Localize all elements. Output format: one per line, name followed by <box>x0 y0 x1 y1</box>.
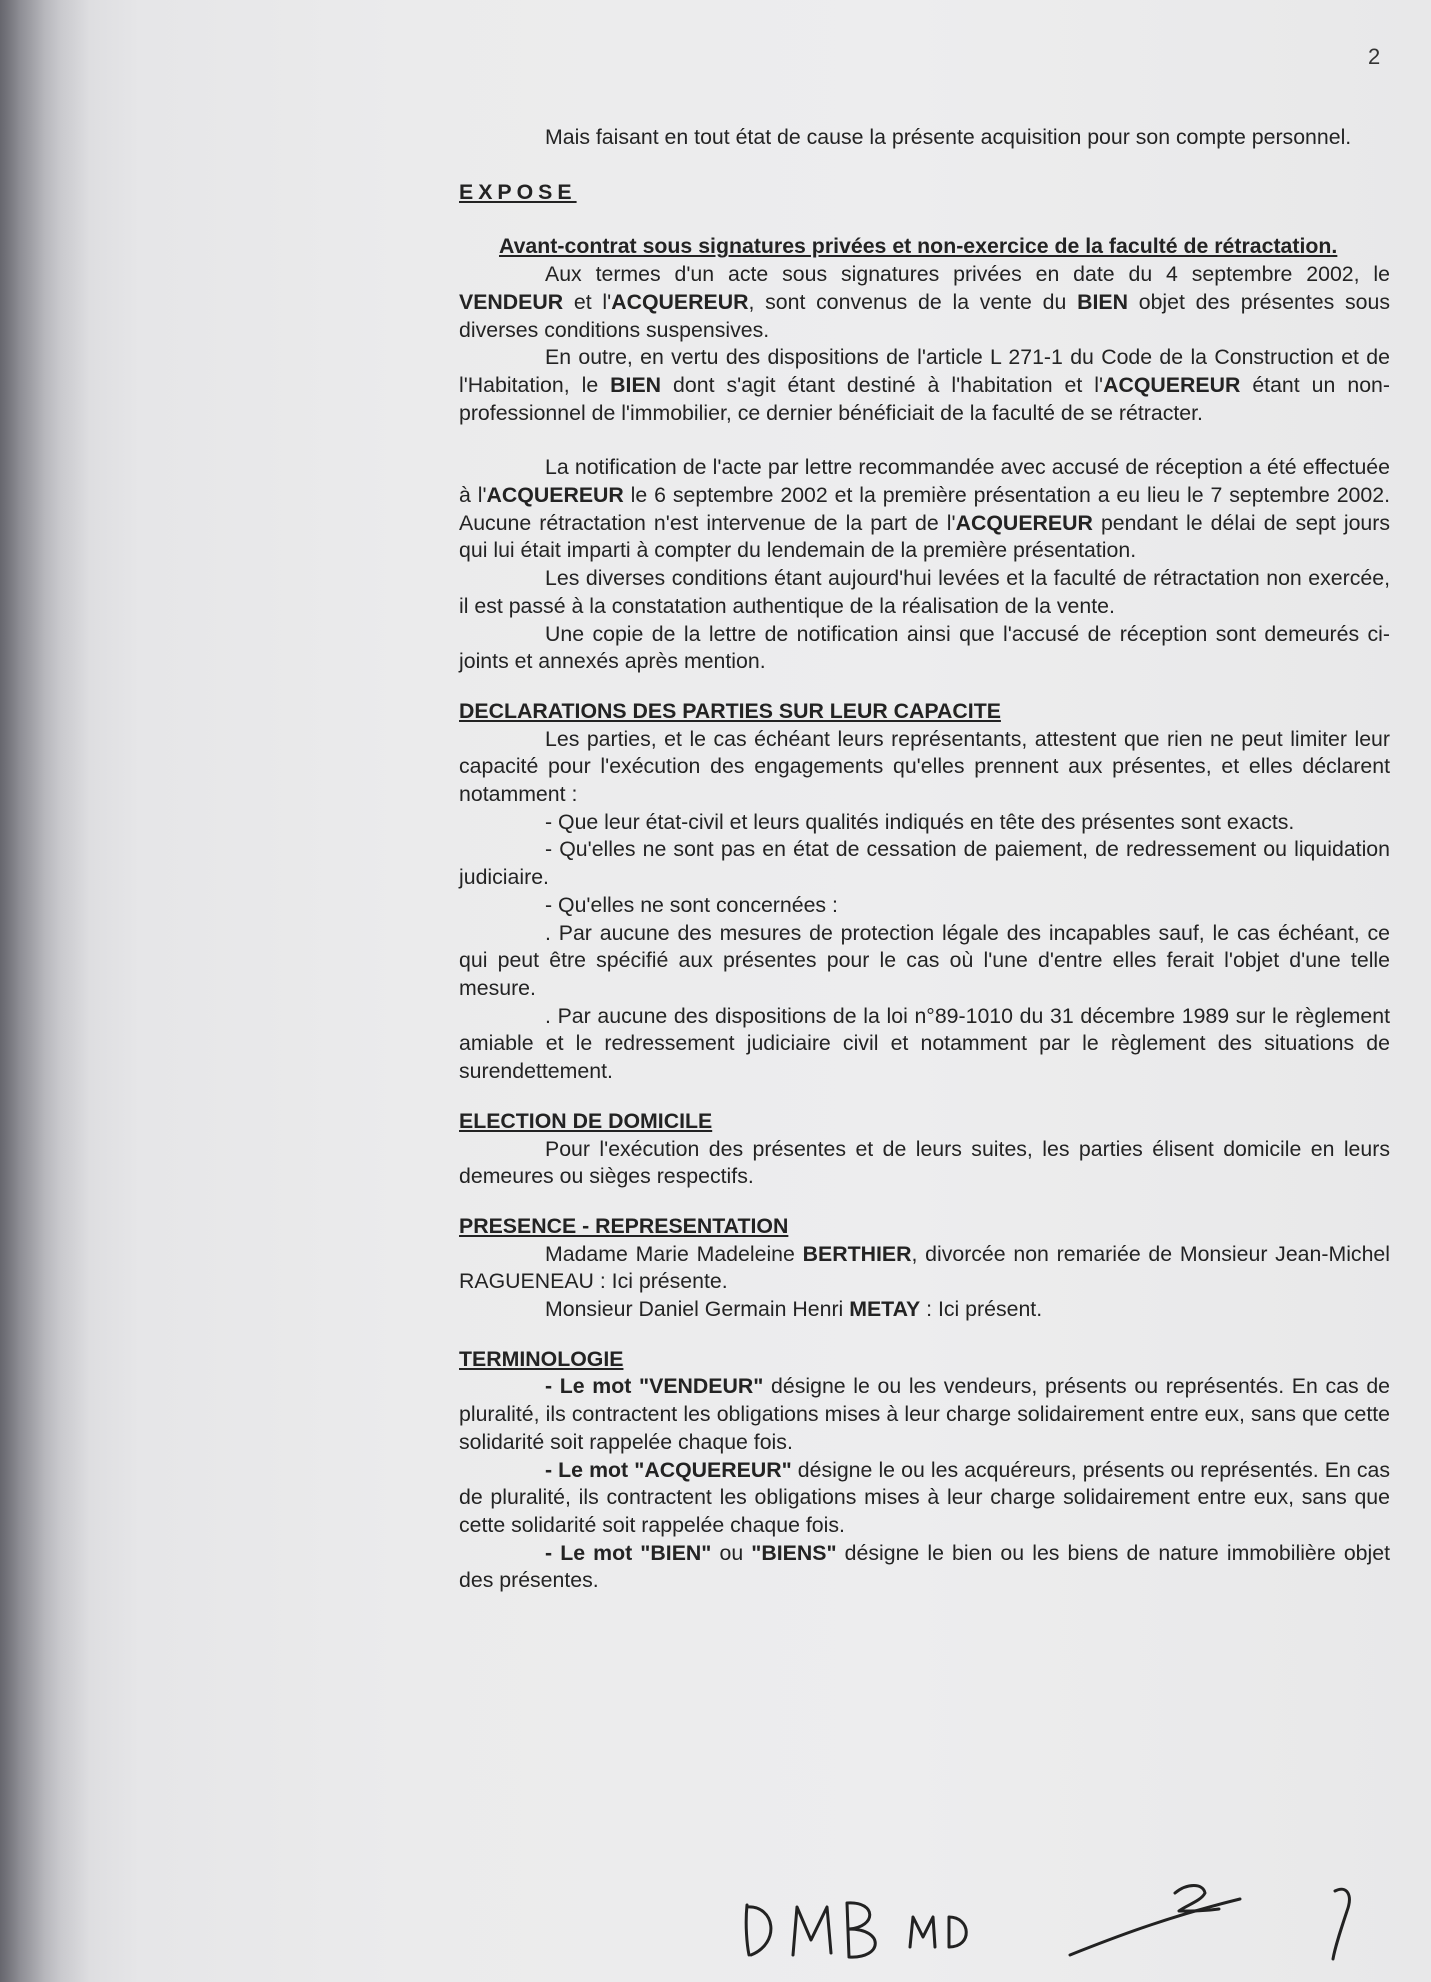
avant-contrat-heading: Avant-contrat sous signatures privées et non-exercice de la faculté de rétractation. <box>499 234 1338 259</box>
bold-term: ACQUEREUR <box>955 510 1093 535</box>
page-number: 2 <box>1368 44 1381 69</box>
presence-paragraph-1 <box>459 1241 1390 1296</box>
declarations-item-1: - Que leur état-civil et leurs qualités indiqués en tête des présentes sont exacts. <box>545 809 1295 834</box>
text-segment: pendant le délai de sept jours qui lui était imparti à compter du lendemain de la première présentation. <box>459 510 1390 563</box>
document-body <box>459 124 1390 1595</box>
bold-term: "BIENS" <box>751 1540 837 1565</box>
declarations-item-2: - Qu'elles ne sont pas en état de cessation de paiement, de redressement ou liquidation judiciaire. <box>459 837 1390 890</box>
terminologie-heading: TERMINOLOGIE <box>459 1346 624 1371</box>
avant-contrat-paragraph-4: Les diverses conditions étant aujourd'hui levées et la faculté de rétractation non exercée, il est passé à la constatation authentique de la réalisation de la vente. <box>459 566 1390 618</box>
bold-term: BIEN <box>1077 289 1128 314</box>
text-segment: le 6 septembre 2002 et la première présentation a eu lieu le 7 septembre 2002. Aucune rétractation n'est intervenue de la part de l' <box>459 483 1391 535</box>
text-segment: Monsieur Daniel Germain Henri <box>545 1297 850 1322</box>
bold-term: BERTHIER <box>802 1241 912 1266</box>
election-paragraph: Pour l'exécution des présentes et de leurs suites, les parties élisent domicile en leurs demeures ou sièges respectifs. <box>459 1136 1390 1189</box>
text-segment: Madame Marie Madeleine <box>545 1241 803 1266</box>
handwritten-initials <box>735 1855 1375 1965</box>
intro-paragraph: Mais faisant en tout état de cause la présente acquisition pour son compte personnel. <box>545 125 1352 149</box>
text-segment: désigne le bien ou les biens de nature immobilière objet des présentes. <box>459 1540 1390 1593</box>
bold-term: - Le mot <box>545 1457 635 1482</box>
bold-term: - Le mot <box>545 1374 640 1399</box>
terminologie-paragraph-3 <box>459 1540 1390 1595</box>
bold-term: METAY <box>849 1297 921 1322</box>
text-segment: désigne le ou les acquéreurs, présents ou représentés. En cas de pluralité, ils contractent les obligations mises à leur charge solidairement entre eux, sans que cette solidarité soit rappelée chaque fois. <box>459 1457 1391 1537</box>
declarations-subitem-1: . Par aucune des mesures de protection légale des incapables sauf, le cas échéant, ce qui peut être spécifié aux présentes pour le cas où l'une d'entre elles ferait l'objet d'une telle mesure. <box>459 920 1390 1000</box>
page-fold-shadow <box>0 0 90 1982</box>
text-segment: ou <box>711 1540 752 1565</box>
avant-contrat-paragraph-1 <box>459 261 1390 344</box>
initials-signature-icon <box>735 1855 1375 1965</box>
bold-term: "ACQUEREUR" <box>634 1457 792 1482</box>
text-segment: : Ici présent. <box>920 1297 1043 1322</box>
terminologie-paragraph-1 <box>459 1373 1390 1456</box>
expose-heading: EXPOSE <box>459 179 577 204</box>
text-segment: La notification de l'acte par lettre recommandée avec accusé de réception a été effectuée à l' <box>459 455 1390 508</box>
avant-contrat-paragraph-3 <box>459 454 1390 565</box>
bold-term: ACQUEREUR <box>1103 372 1241 397</box>
declarations-heading: DECLARATIONS DES PARTIES SUR LEUR CAPACITE <box>459 698 1001 723</box>
bold-term: VENDEUR <box>459 289 564 314</box>
text-segment: dont s'agit étant destiné à l'habitation et l' <box>661 372 1104 397</box>
declarations-subitem-2: . Par aucune des dispositions de la loi n°89-1010 du 31 décembre 1989 sur le règlement amiable et le redressement judiciaire civil et notamment par le règlement des situations de surendettement. <box>459 1003 1390 1084</box>
presence-heading: PRESENCE - REPRESENTATION <box>459 1213 789 1238</box>
election-heading: ELECTION DE DOMICILE <box>459 1108 713 1133</box>
text-segment: , sont convenus de la vente du <box>748 289 1078 314</box>
bold-term: ACQUEREUR <box>486 483 624 508</box>
bold-term: "VENDEUR" <box>639 1374 764 1399</box>
avant-contrat-paragraph-5: Une copie de la lettre de notification ainsi que l'accusé de réception sont demeurés ci-joints et annexés après mention. <box>459 621 1390 674</box>
bold-term: "BIEN" <box>640 1540 712 1565</box>
text-segment: étant un non-professionnel de l'immobilier, ce dernier bénéficiait de la faculté de se rétracter. <box>459 372 1390 425</box>
text-segment: En outre, en vertu des dispositions de l'article L 271-1 du Code de la Construction et de l'Habitation, le <box>459 345 1390 397</box>
bold-term: - Le mot <box>545 1540 641 1565</box>
text-segment: Aux termes d'un acte sous signatures privées en date du 4 septembre 2002, le <box>545 262 1390 287</box>
declarations-item-3: - Qu'elles ne sont concernées : <box>545 892 838 917</box>
avant-contrat-paragraph-2 <box>459 344 1390 427</box>
text-segment: et l' <box>563 289 612 314</box>
text-segment: , divorcée non remariée de Monsieur Jean-Michel RAGUENEAU : Ici présente. <box>459 1241 1390 1294</box>
presence-paragraph-2 <box>459 1296 1390 1324</box>
declarations-paragraph-1: Les parties, et le cas échéant leurs représentants, attestent que rien ne peut limiter leur capacité pour l'exécution des engagements qu'elles prennent aux présentes, et elles déclarent notamment : <box>459 726 1390 807</box>
terminologie-paragraph-2 <box>459 1457 1390 1540</box>
text-segment: désigne le ou les vendeurs, présents ou représentés. En cas de pluralité, ils contractent les obligations mises à leur charge solidairement entre eux, sans que cette solidarité soit rappelée chaque fois. <box>459 1374 1391 1454</box>
text-segment: objet des présentes sous diverses conditions suspensives. <box>459 289 1391 342</box>
bold-term: ACQUEREUR <box>611 289 749 314</box>
bold-term: BIEN <box>610 372 662 397</box>
